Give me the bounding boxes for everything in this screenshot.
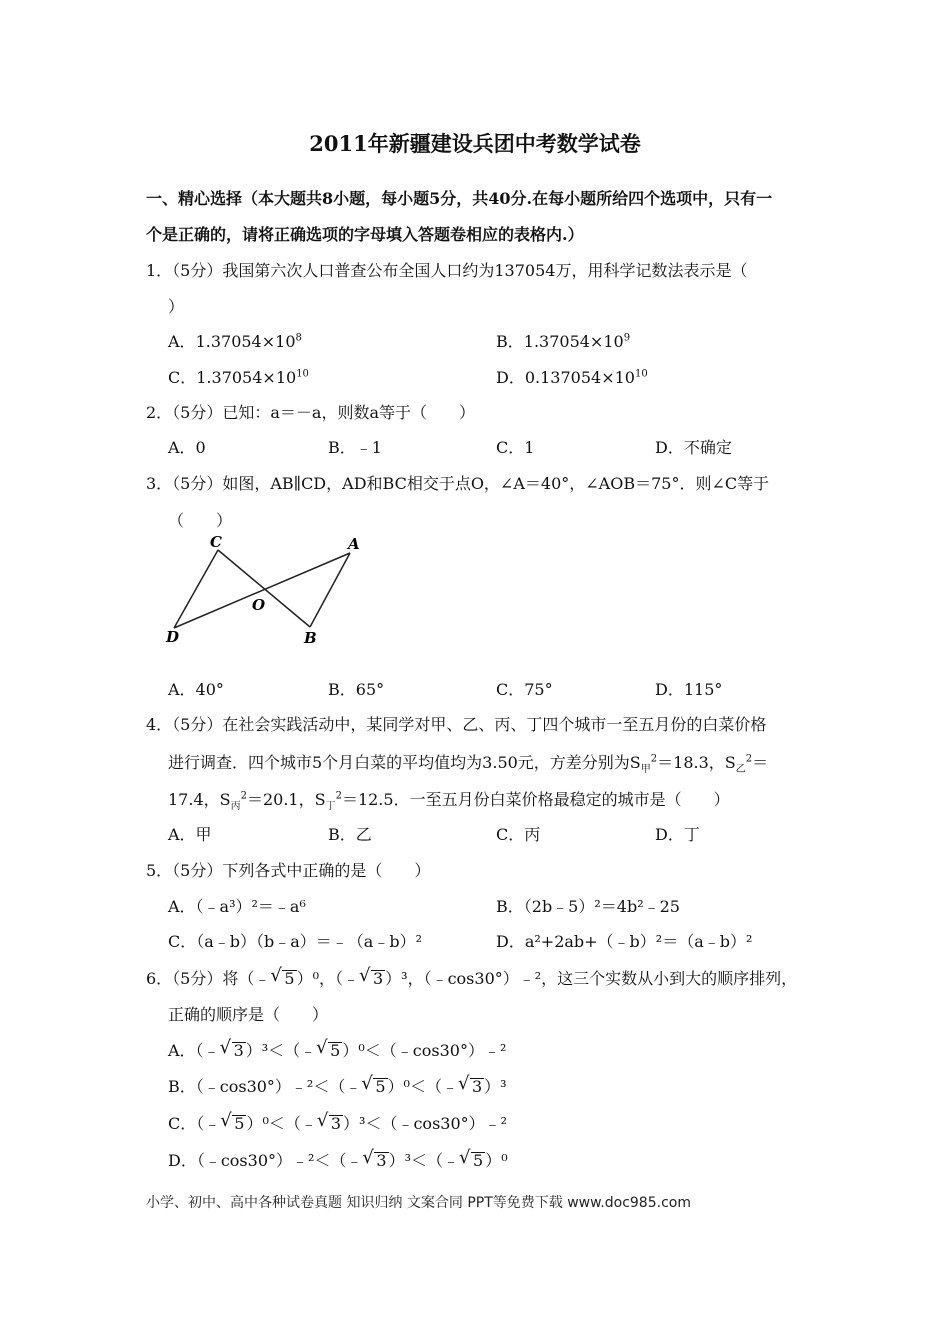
page-title: 2011年新疆建设兵团中考数学试卷 [309, 131, 641, 156]
q4-stem: 4．（5分）在社会实践活动中，某同学对甲、乙、丙、丁四个城市一至五月份的白菜价格 [146, 715, 767, 734]
label-c: C [210, 533, 222, 551]
q6-option-b: B．（﹣cos30°）﹣²＜（﹣√ 5 ）⁰＜（﹣√ 3 ）³ [168, 1074, 507, 1097]
q6-option-a: A．（﹣√ 3 ）³＜（﹣√ 5 ）⁰＜（﹣cos30°）﹣² [168, 1038, 506, 1061]
label-b: B [304, 629, 317, 647]
label-o: O [252, 596, 266, 614]
q4-stem-line2: 进行调查．四个城市5个月白菜的平均值均为3.50元，方差分别为$S_甲^2=18.3$，$S_乙^2=$ [168, 753, 769, 776]
q1-option-a: A．$1.37054\times 10^8$ [168, 332, 302, 351]
segment-ab [310, 553, 350, 627]
q1-stem: 1．（5分）我国第六次人口普查公布全国人口约为137054万，用科学记数法表示是（ [146, 261, 748, 280]
q5-option-b: B．（2b﹣5）²＝4b²﹣25 [496, 897, 680, 916]
q6-option-c: C．（﹣√ 5 ）⁰＜（﹣√ 3 ）³＜（﹣cos30°）﹣² [168, 1111, 507, 1134]
q3-stem: 3．（5分）如图，AB∥CD，AD和BC相交于点O，∠A＝40°，∠AOB＝75°．则∠C等于 [146, 474, 770, 493]
footer-note: 小学、初中、高中各种试卷真题 知识归纳 文案合同 PPT等免费下载 www.doc985.com [146, 1195, 691, 1211]
q5-option-c: C．（a﹣b）（b﹣a）＝﹣（a﹣b）² [168, 932, 423, 951]
q3-option-b: B．65° [328, 680, 385, 699]
segment-cb [218, 550, 310, 627]
label-a: A [348, 535, 360, 553]
q6-stem: 6．（5分）将（﹣√ 5 ）⁰，（﹣√ 3 ）³，（﹣cos30°）﹣²，这三个实数从小到大的顺序排列， [146, 966, 797, 989]
q3-stem-cont: （ ） [168, 511, 233, 530]
q2-option-b: B．﹣1 [328, 438, 382, 457]
segment-da [174, 553, 350, 628]
section-heading-line2: 个是正确的，请将正确选项的字母填入答题卷相应的表格内.） [146, 225, 584, 244]
q3-figure [160, 530, 370, 650]
q2-option-a: A．0 [168, 438, 206, 457]
q4-option-a: A．甲 [168, 825, 212, 844]
section-heading-line1: 一、精心选择（本大题共8小题，每小题5分，共40分.在每小题所给四个选项中，只有一 [146, 189, 773, 208]
q6-option-d: D．（﹣cos30°）﹣²＜（﹣√ 3 ）³＜（﹣√ 5 ）⁰ [168, 1148, 508, 1171]
label-d: D [166, 628, 180, 646]
q1-option-c: C．$1.37054\times 10^{10}$ [168, 368, 309, 387]
q4-option-b: B．乙 [328, 825, 372, 844]
q2-option-c: C．1 [496, 438, 535, 457]
q1-stem-cont: ） [168, 297, 185, 316]
q3-option-a: A．40° [168, 680, 224, 699]
q3-option-c: C．75° [496, 680, 553, 699]
q4-option-d: D．丁 [655, 825, 700, 844]
q5-stem: 5．（5分）下列各式中正确的是（ ） [146, 861, 431, 880]
q5-option-a: A．（﹣a³）²＝﹣a⁶ [168, 897, 306, 916]
segment-cd [174, 550, 218, 628]
q4-option-c: C．丙 [496, 825, 541, 844]
q5-option-d: D．a²+2ab+（﹣b）²＝（a﹣b）² [496, 932, 753, 951]
q2-stem: 2．（5分）已知：a＝－a，则数a等于（ ） [146, 403, 475, 422]
q4-stem-line3: 17.4，$S_丙^2=20.1$，$S_丁^2=12.5$．一至五月份白菜价格最稳定的城市是（ ） [168, 790, 730, 813]
q2-option-d: D．不确定 [655, 438, 732, 457]
q3-option-d: D．115° [655, 680, 723, 699]
q6-stem-cont: 正确的顺序是（ ） [168, 1005, 329, 1024]
q1-option-b: B．$1.37054\times 10^9$ [496, 332, 631, 351]
q1-option-d: D．$0.137054\times 10^{10}$ [496, 368, 648, 387]
